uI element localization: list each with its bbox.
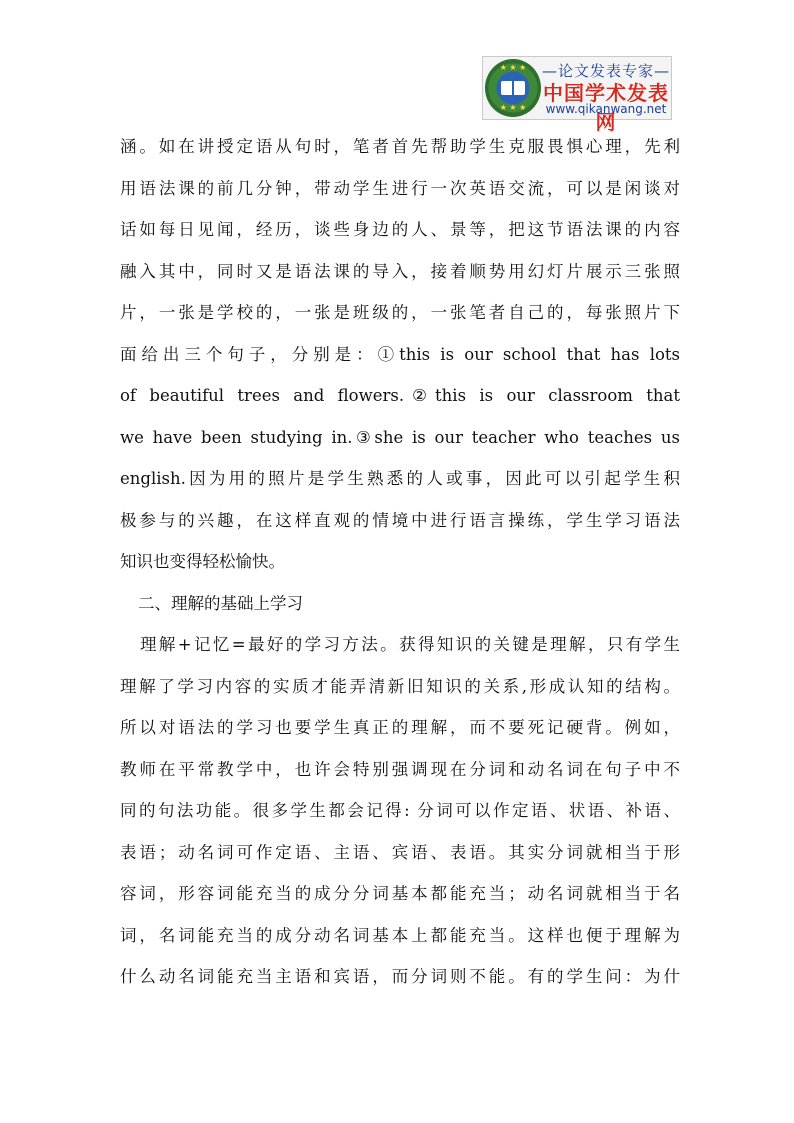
text-line: 理解+记忆=最好的学习方法。获得知识的关键是理解，只有学生 (140, 635, 680, 654)
document-body (120, 126, 680, 998)
open-book-icon (501, 81, 525, 95)
text-line: 片，一张是学校的，一张是班级的，一张笔者自己的，每张照片下 (120, 303, 680, 322)
book-globe-emblem-icon (485, 59, 541, 117)
text-line: 表语；动名词可作定语、主语、宾语、表语。其实分词就相当于形 (120, 842, 680, 862)
logo-slogan: —论文发表专家— (541, 62, 670, 80)
text-line: 极参与的兴趣，在这样直观的情境中进行语言操练，学生学习语法 (120, 510, 680, 530)
text-line: english.因为用的照片是学生熟悉的人或事，因此可以引起学生积 (120, 469, 680, 488)
site-logo (482, 56, 672, 134)
text-line: of beautiful trees and flowers.②this is our classroom that (120, 386, 680, 405)
text-line: 同的句法功能。很多学生都会记得: 分词可以作定语、状语、补语、 (120, 801, 680, 820)
text-line: 教师在平常教学中，也许会特别强调现在分词和动名词在句子中不 (120, 759, 680, 779)
star-ring-icon: ★ ★ ★ (499, 63, 527, 72)
text-line: we have been studying in.③she is our teacher who teaches us (120, 427, 680, 447)
star-ring-bottom-icon: ★ ★ ★ (499, 103, 527, 112)
logo-url: www.qikanwang.net (545, 102, 667, 116)
text-line: 容词，形容词能充当的成分分词基本都能充当；动名词就相当于名 (120, 884, 680, 903)
section-heading: 二、理解的基础上学习 (138, 593, 303, 613)
text-line: 什么动名词能充当主语和宾语，而分词则不能。有的学生问：为什 (120, 967, 680, 986)
logo-site-name: 中国学术发表网 (543, 81, 669, 134)
text-line: 面给出三个句子，分别是：①this is our school that has lots (120, 344, 680, 364)
text-line: 理解了学习内容的实质才能弄清新旧知识的关系,形成认知的结构。 (120, 676, 680, 696)
text-line: 词，名词能充当的成分动名词基本上都能充当。这样也便于理解为 (120, 925, 680, 945)
text-line: 所以对语法的学习也要学生真正的理解，而不要死记硬背。例如， (120, 718, 680, 737)
text-line: 用语法课的前几分钟，带动学生进行一次英语交流，可以是闲谈对 (120, 178, 680, 198)
text-line: 知识也变得轻松愉快。 (120, 552, 285, 571)
text-line: 涵。如在讲授定语从句时，笔者首先帮助学生克服畏惧心理，先利 (120, 137, 680, 156)
text-line: 话如每日见闻，经历，谈些身边的人、景等，把这节语法课的内容 (120, 220, 680, 239)
text-line: 融入其中，同时又是语法课的导入，接着顺势用幻灯片展示三张照 (120, 261, 680, 281)
